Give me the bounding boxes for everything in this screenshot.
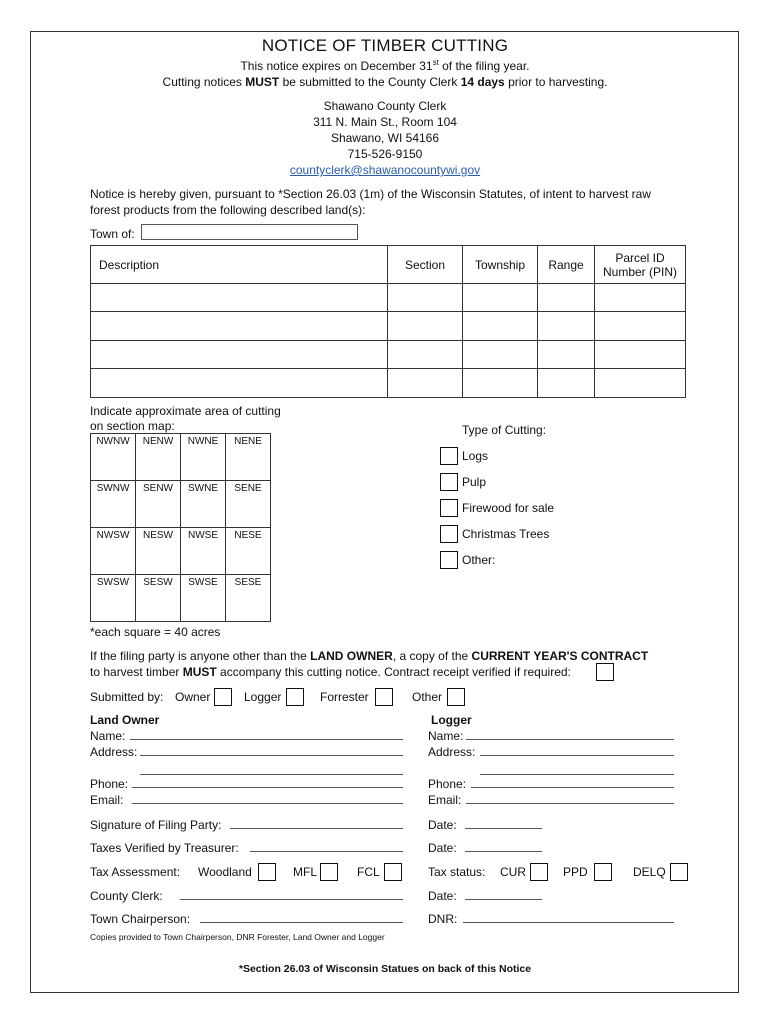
date-label-1: Date: <box>428 818 457 832</box>
map-cell[interactable]: SENW <box>136 481 181 528</box>
map-scale-note: *each square = 40 acres <box>90 625 221 639</box>
map-label-1: Indicate approximate area of cutting <box>90 404 281 418</box>
range-cell[interactable] <box>538 369 595 398</box>
contract-line-1: If the filing party is anyone other than the LAND OWNER, a copy of the CURRENT YEAR'S CONTRACT <box>90 649 649 663</box>
owner-checkbox[interactable] <box>214 688 232 706</box>
firewood-label: Firewood for sale <box>462 501 555 515</box>
map-cell[interactable]: SESE <box>226 575 271 622</box>
range-cell[interactable] <box>538 341 595 369</box>
ppd-label: PPD <box>563 865 588 879</box>
ppd-checkbox[interactable] <box>594 863 612 881</box>
table-header-row <box>91 246 686 284</box>
submission-note: Cutting notices MUST be submitted to the County Clerk 14 days prior to harvesting. <box>162 75 608 89</box>
treasurer-label: Taxes Verified by Treasurer: <box>90 841 239 855</box>
tax-assessment-label: Tax Assessment: <box>90 865 181 879</box>
date-field-3[interactable] <box>465 888 542 900</box>
owner-name-field[interactable] <box>130 728 403 740</box>
county-clerk-field[interactable] <box>180 888 403 900</box>
clerk-phone: 715-526-9150 <box>347 147 423 161</box>
col-parcel-id: Parcel ID Number (PIN) <box>595 246 686 284</box>
delq-checkbox[interactable] <box>670 863 688 881</box>
owner-address-field[interactable] <box>140 744 403 756</box>
map-cell[interactable]: SENE <box>226 481 271 528</box>
notice-line-1: Notice is hereby given, pursuant to *Section 26.03 (1m) of the Wisconsin Statutes, of intent to harvest raw <box>90 187 651 201</box>
map-cell[interactable]: NESE <box>226 528 271 575</box>
clerk-street: 311 N. Main St., Room 104 <box>313 115 457 129</box>
other-cutting-checkbox[interactable] <box>440 551 458 569</box>
map-cell[interactable]: NESW <box>136 528 181 575</box>
map-cell[interactable]: NENE <box>226 434 271 481</box>
submitted-by-label: Submitted by: <box>90 690 164 704</box>
notice-line-2: forest products from the following described land(s): <box>90 203 366 217</box>
township-cell[interactable] <box>463 369 538 398</box>
description-cell[interactable] <box>91 312 388 341</box>
map-cell[interactable]: NWNW <box>91 434 136 481</box>
description-cell[interactable] <box>91 341 388 369</box>
date-label-2: Date: <box>428 841 457 855</box>
filing-signature-field[interactable] <box>230 817 403 829</box>
col-section: Section <box>388 246 463 284</box>
tax-status-label: Tax status: <box>428 865 486 879</box>
pin-cell[interactable] <box>595 369 686 398</box>
fcl-label: FCL <box>357 865 380 879</box>
town-label: Town of: <box>90 227 135 241</box>
dnr-label: DNR: <box>428 912 458 926</box>
logger-phone-label: Phone: <box>428 777 467 791</box>
christmas-trees-label: Christmas Trees <box>462 527 550 541</box>
copies-note: Copies provided to Town Chairperson, DNR Forester, Land Owner and Logger <box>90 932 385 942</box>
map-label-2: on section map: <box>90 419 175 433</box>
pulp-label: Pulp <box>462 475 487 489</box>
woodland-label: Woodland <box>198 865 252 879</box>
section-map <box>90 433 271 622</box>
owner-option-label: Owner <box>175 690 211 704</box>
date-field-2[interactable] <box>465 840 542 852</box>
owner-address-label: Address: <box>90 745 138 759</box>
other-cutting-label: Other: <box>462 553 496 567</box>
section-cell[interactable] <box>388 284 463 312</box>
range-cell[interactable] <box>538 284 595 312</box>
map-cell[interactable]: SWNW <box>91 481 136 528</box>
date-field-1[interactable] <box>465 817 542 829</box>
expiry-note: This notice expires on December 31st of the filing year. <box>240 58 530 73</box>
mfl-checkbox[interactable] <box>320 863 338 881</box>
description-cell[interactable] <box>91 369 388 398</box>
logs-label: Logs <box>462 449 489 463</box>
contract-verified-checkbox[interactable] <box>596 663 614 681</box>
clerk-office: Shawano County Clerk <box>323 99 447 113</box>
firewood-checkbox[interactable] <box>440 499 458 517</box>
map-cell[interactable]: SESW <box>136 575 181 622</box>
contract-line-2: to harvest timber MUST accompany this cutting notice. Contract receipt verified if required: <box>90 665 571 679</box>
table-row <box>91 312 686 341</box>
logger-name-label: Name: <box>428 729 464 743</box>
town-input[interactable] <box>141 224 358 240</box>
map-cell[interactable]: SWSE <box>181 575 226 622</box>
owner-email-label: Email: <box>90 793 124 807</box>
map-cell[interactable]: NWNE <box>181 434 226 481</box>
owner-address-field-2[interactable] <box>140 763 403 775</box>
col-description: Description <box>91 246 388 284</box>
range-cell[interactable] <box>538 312 595 341</box>
section-cell[interactable] <box>388 312 463 341</box>
cur-label: CUR <box>500 865 526 879</box>
map-cell[interactable]: SWNE <box>181 481 226 528</box>
table-row <box>91 341 686 369</box>
logger-name-field[interactable] <box>466 728 674 740</box>
other-submitter-checkbox[interactable] <box>447 688 465 706</box>
map-cell[interactable]: SWSW <box>91 575 136 622</box>
cutting-type-title: Type of Cutting: <box>462 423 547 437</box>
treasurer-field[interactable] <box>250 840 403 852</box>
map-cell[interactable]: NWSW <box>91 528 136 575</box>
town-chair-field[interactable] <box>200 911 403 923</box>
cur-checkbox[interactable] <box>530 863 548 881</box>
owner-name-label: Name: <box>90 729 126 743</box>
logger-email-label: Email: <box>428 793 462 807</box>
pin-cell[interactable] <box>595 284 686 312</box>
map-cell[interactable]: NWSE <box>181 528 226 575</box>
logger-phone-field[interactable] <box>471 776 674 788</box>
forester-checkbox[interactable] <box>375 688 393 706</box>
logger-heading: Logger <box>431 713 472 727</box>
township-cell[interactable] <box>463 284 538 312</box>
section-cell[interactable] <box>388 341 463 369</box>
county-clerk-label: County Clerk: <box>90 889 163 903</box>
logger-address-field-2[interactable] <box>480 763 674 775</box>
owner-phone-field[interactable] <box>132 776 403 788</box>
township-cell[interactable] <box>463 312 538 341</box>
col-range: Range <box>538 246 595 284</box>
logger-address-field[interactable] <box>480 744 674 756</box>
map-cell[interactable]: NENW <box>136 434 181 481</box>
clerk-city: Shawano, WI 54166 <box>330 131 440 145</box>
forester-option-label: Forrester <box>320 690 369 704</box>
other-option-label: Other <box>412 690 443 704</box>
woodland-checkbox[interactable] <box>258 863 276 881</box>
town-chair-label: Town Chairperson: <box>90 912 191 926</box>
filing-signature-label: Signature of Filing Party: <box>90 818 222 832</box>
logger-address-label: Address: <box>428 745 476 759</box>
col-township: Township <box>463 246 538 284</box>
logs-checkbox[interactable] <box>440 447 458 465</box>
mfl-label: MFL <box>293 865 317 879</box>
pulp-checkbox[interactable] <box>440 473 458 491</box>
logger-option-label: Logger <box>244 690 282 704</box>
section-cell[interactable] <box>388 369 463 398</box>
logger-checkbox[interactable] <box>286 688 304 706</box>
clerk-email-row <box>0 163 770 177</box>
pin-cell[interactable] <box>595 312 686 341</box>
table-row <box>91 369 686 398</box>
christmas-trees-checkbox[interactable] <box>440 525 458 543</box>
date-label-3: Date: <box>428 889 457 903</box>
delq-label: DELQ <box>633 865 666 879</box>
dnr-field[interactable] <box>463 911 674 923</box>
clerk-email-link[interactable]: countyclerk@shawanocountywi.gov <box>289 163 481 177</box>
township-cell[interactable] <box>463 341 538 369</box>
land-owner-heading: Land Owner <box>90 713 160 727</box>
fcl-checkbox[interactable] <box>384 863 402 881</box>
owner-email-field[interactable] <box>132 792 403 804</box>
owner-phone-label: Phone: <box>90 777 129 791</box>
form-title: NOTICE OF TIMBER CUTTING <box>261 36 509 55</box>
description-cell[interactable] <box>91 284 388 312</box>
pin-cell[interactable] <box>595 341 686 369</box>
statute-reference: *Section 26.03 of Wisconsin Statues on back of this Notice <box>238 963 532 975</box>
table-row <box>91 284 686 312</box>
logger-email-field[interactable] <box>466 792 674 804</box>
land-description-table <box>90 245 686 398</box>
